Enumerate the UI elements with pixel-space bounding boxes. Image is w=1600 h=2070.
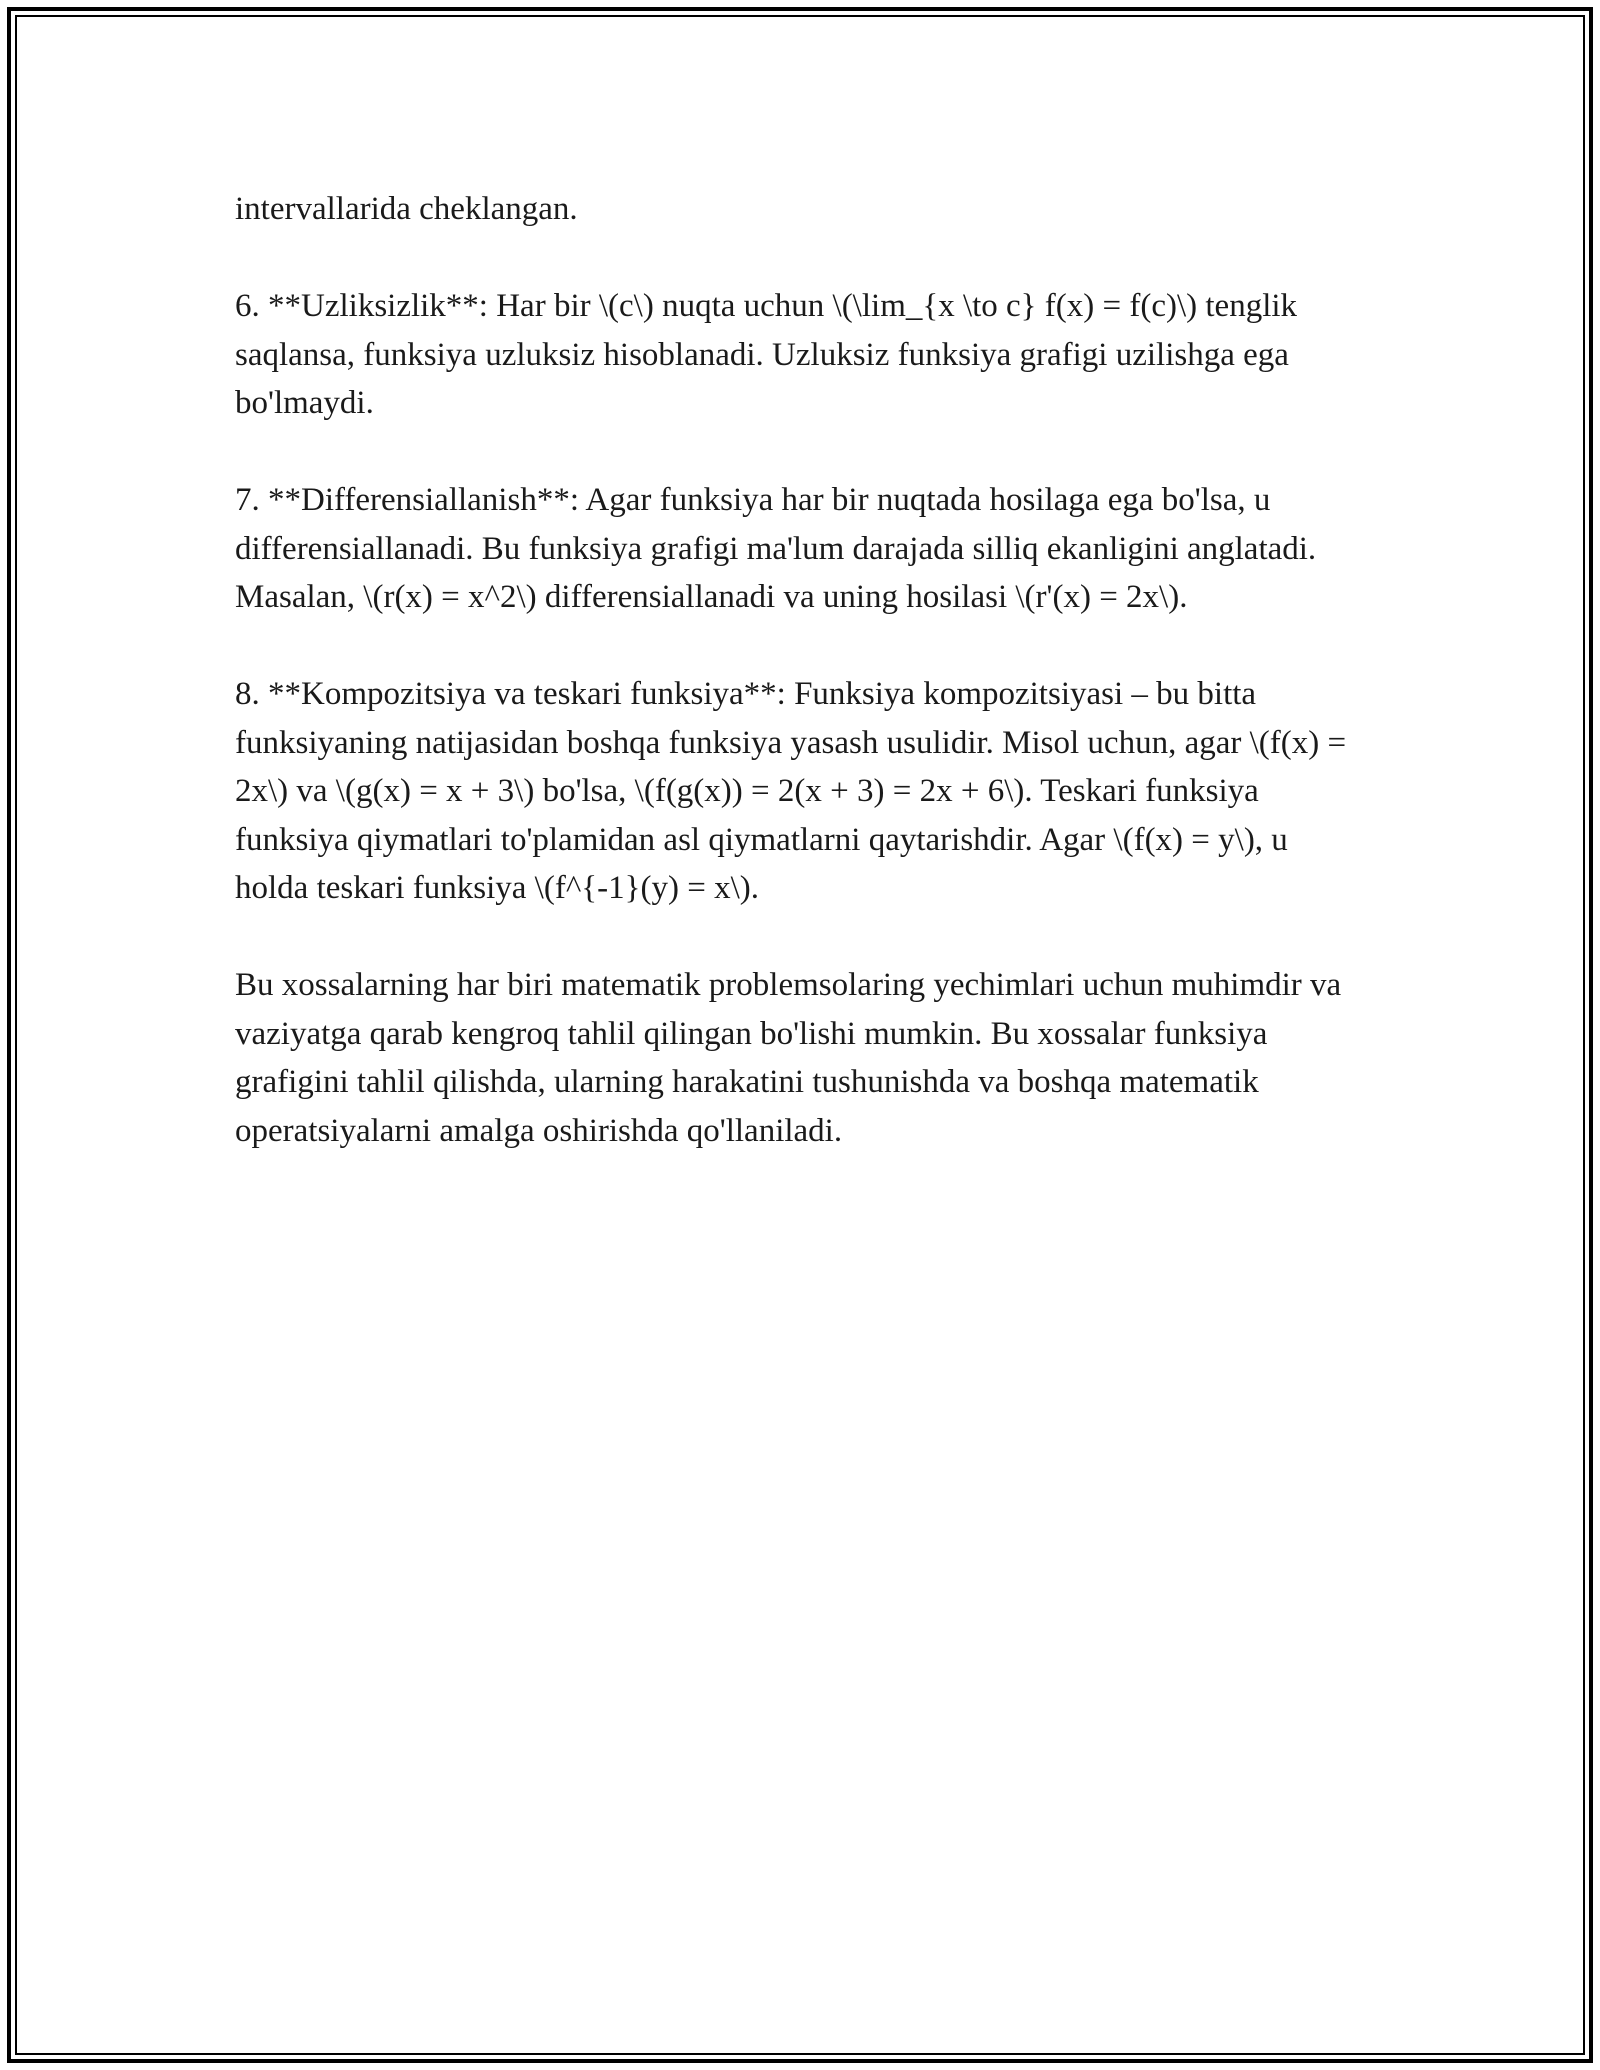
document-body — [235, 185, 1365, 1204]
paragraph-continuity: 6. **Uzliksizlik**: Har bir \(c\) nuqta uchun \(\lim_{x \to c} f(x) = f(c)\) tenglik saqlansa, funksiya uzluksiz hisoblanadi. Uzluksiz funksiya grafigi uzilishga ega bo'lmaydi. — [235, 288, 1298, 421]
paragraph-composition-inverse: 8. **Kompozitsiya va teskari funksiya**: Funksiya kompozitsiyasi – bu bitta funksiyaning natijasidan boshqa funksiya yasash usulidir. Misol uchun, agar \(f(x) = 2x\) va \(g(x) = x + 3\) bo'lsa, \(f(g(x)) = 2(x + 3) = 2x + 6\). Teskari funksiya funksiya qiymatlari to'plamidan asl qiymatlarni qaytarishdir. Agar \(f(x) = y\), u holda teskari funksiya \(f^{-1}(y) = x\). — [235, 676, 1347, 906]
paragraph-continuation: intervallarida cheklangan. — [235, 191, 578, 227]
paragraph-differentiability: 7. **Differensiallanish**: Agar funksiya har bir nuqtada hosilaga ega bo'lsa, u differensiallanadi. Bu funksiya grafigi ma'lum darajada silliq ekanligini anglatadi. Masalan, \(r(x) = x^2\) differensiallanadi va uning hosilasi \(r'(x) = 2x\). — [235, 482, 1317, 615]
paragraph-conclusion: Bu xossalarning har biri matematik problemsolaring yechimlari uchun muhimdir va vaziyatga qarab kengroq tahlil qilingan bo'lishi mumkin. Bu xossalar funksiya grafigini tahlil qilishda, ularning harakatini tushunishda va boshqa matematik operatsiyalarni amalga oshirishda qo'llaniladi. — [235, 967, 1342, 1149]
